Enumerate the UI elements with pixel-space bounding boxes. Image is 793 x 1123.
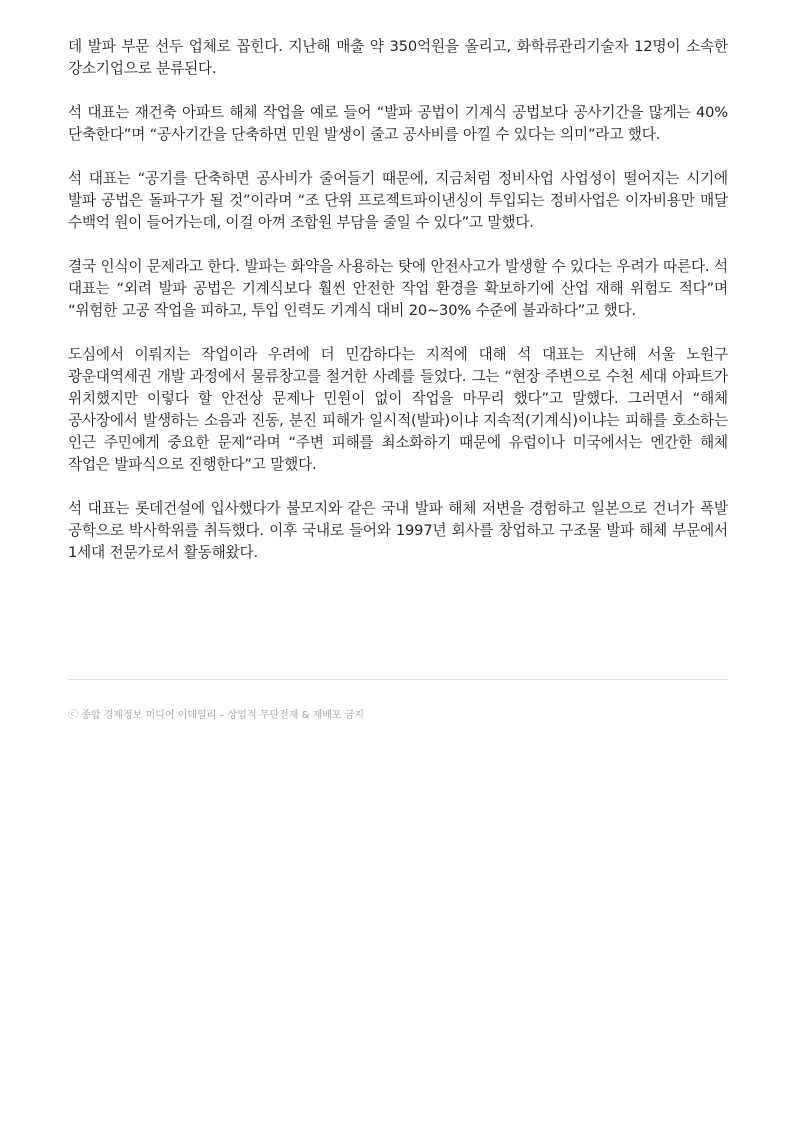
article-paragraph: 석 대표는 재건축 아파트 해체 작업을 예로 들어 “발파 공법이 기계식 공법보다 공사기간을 많게는 40% 단축한다”며 “공사기간을 단축하면 민원 발생이 줄고 공사비를 아낄 수 있다는 의미”라고 했다. <box>68 104 728 143</box>
article-body <box>68 36 728 586</box>
article-paragraph: 석 대표는 롯데건설에 입사했다가 불모지와 같은 국내 발파 해체 저변을 경험하고 일본으로 건너가 폭발 공학으로 박사학위를 취득했다. 이후 국내로 들어와 1997년 회사를 창업하고 구조물 발파 해체 부문에서 1세대 전문가로서 활동해왔다. <box>68 500 728 561</box>
article-paragraph: 데 발파 부문 선두 업체로 꼽힌다. 지난해 매출 약 350억원을 올리고, 화학류관리기술자 12명이 소속한 강소기업으로 분류된다. <box>68 38 728 77</box>
footer-divider <box>68 679 728 680</box>
copyright-notice: ⓒ 종합 경제정보 미디어 이데일리 – 상업적 무단전재 & 재배포 금지 <box>68 710 365 721</box>
article-paragraph: 결국 인식이 문제라고 한다. 발파는 화약을 사용하는 탓에 안전사고가 발생할 수 있다는 우려가 따른다. 석 대표는 “외려 발파 공법은 기계식보다 훨씬 안전한 작업 환경을 확보하기에 산업 재해 위험도 적다”며 “위험한 고공 작업을 피하고, 투입 인력도 기계식 대비 20~30% 수준에 불과하다”고 했다. <box>68 258 728 319</box>
article-paragraph: 석 대표는 “공기를 단축하면 공사비가 줄어들기 때문에, 지금처럼 정비사업 사업성이 떨어지는 시기에 발파 공법은 돌파구가 될 것”이라며 “조 단위 프로젝트파이낸싱이 투입되는 정비사업은 이자비용만 매달 수백억 원이 들어가는데, 이걸 아껴 조합원 부담을 줄일 수 있다”고 말했다. <box>68 170 728 231</box>
article-paragraph: 도심에서 이뤄지는 작업이라 우려에 더 민감하다는 지적에 대해 석 대표는 지난해 서울 노원구 광운대역세권 개발 과정에서 물류창고를 철거한 사례를 들었다. 그는 “현장 주변으로 수천 세대 아파트가 위치했지만 이렇다 할 안전상 문제나 민원이 없이 작업을 마무리 했다”고 말했다. 그러면서 “해체 공사장에서 발생하는 소음과 진동, 분진 피해가 일시적(발파)이냐 지속적(기계식)이냐는 피해를 호소하는 인근 주민에게 중요한 문제”라며 “주변 피해를 최소화하기 때문에 유럽이나 미국에서는 엔간한 해체 작업은 발파식으로 진행한다”고 말했다. <box>68 346 728 473</box>
